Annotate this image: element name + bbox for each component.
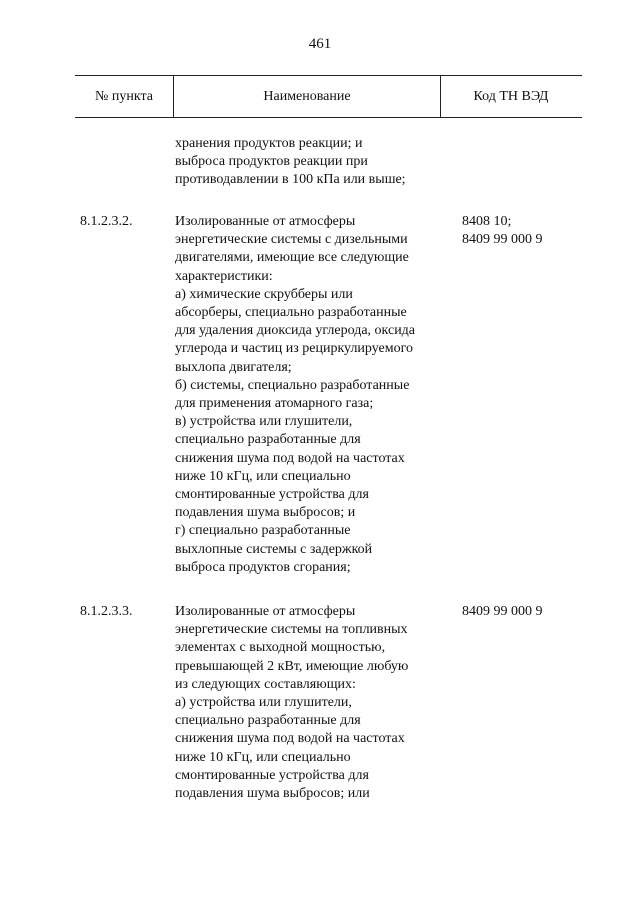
header-item-number: № пункта	[95, 89, 153, 104]
row-code: 8409 99 000 9	[462, 604, 543, 619]
row-number: 8.1.2.3.3.	[80, 604, 133, 619]
row-text: Изолированные от атмосферы энергетические системы на топливных элементах с выходной мощностью, превышающей 2 кВт, имеющие любую из следующих составляющих: а) устройства или глушители, специально разработанные для снижения шума под водой на частотах ниже 10 кГц, или специально смонтированные устройства для подавления шума выбросов; или	[175, 604, 409, 802]
page-number: 461	[308, 36, 332, 52]
row-number: 8.1.2.3.2.	[80, 214, 133, 229]
header-name: Наименование	[173, 76, 441, 117]
row-code: 8408 10; 8409 99 000 9	[462, 214, 543, 248]
header-code: Код ТН ВЭД	[473, 89, 549, 104]
row-text: хранения продуктов реакции; и выброса продуктов реакции при противодавлении в 100 кПа или выше;	[175, 136, 406, 188]
row-text: Изолированные от атмосферы энергетические системы с дизельными двигателями, имеющие все следующие характеристики: а) химические скрубберы или абсорберы, специально разработанные для удаления диоксида углерода, оксида углерода и частиц из рециркулируемого выхлопа двигателя; б) системы, специально разработанные для применения атомарного газа; в) устройства или глушители, специально разработанные для снижения шума под водой на частотах ниже 10 кГц, или специально смонтированные устройства для подавления шума выбросов; и г) специально разработанные выхлопные системы с задержкой выброса продуктов сгорания;	[175, 214, 416, 575]
table-header	[75, 75, 582, 118]
